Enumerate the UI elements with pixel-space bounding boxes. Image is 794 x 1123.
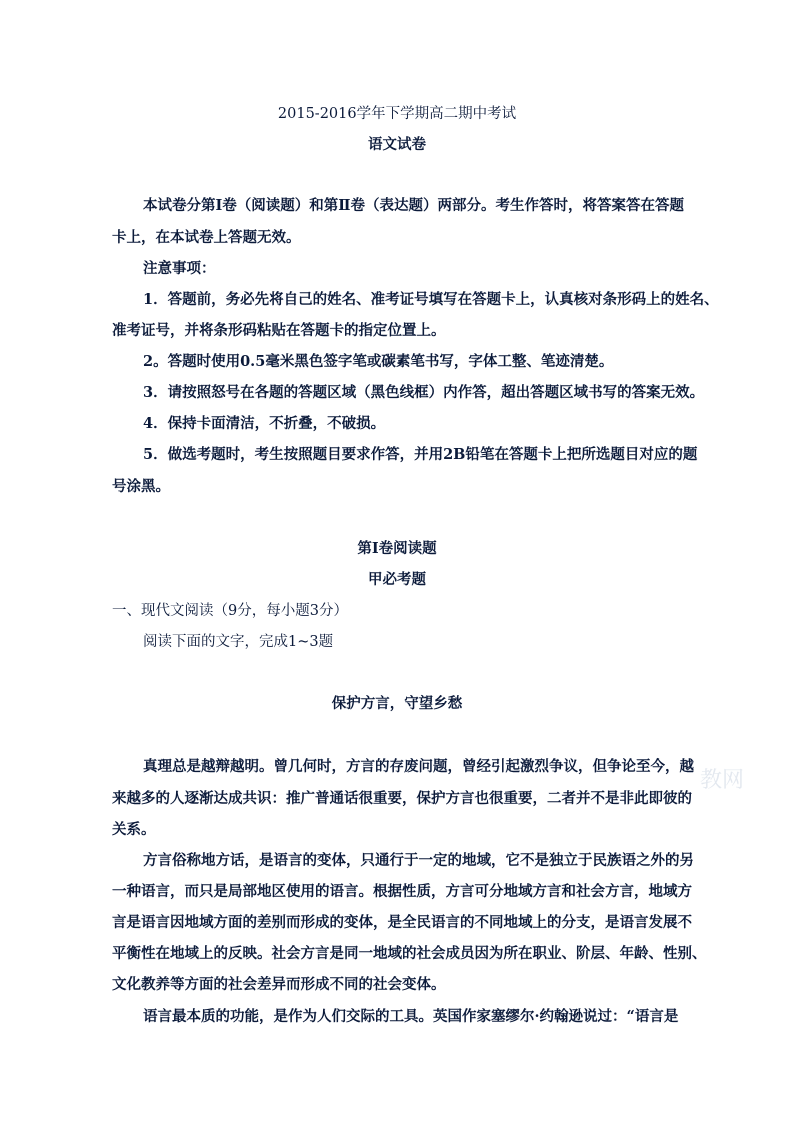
note-5-line-1: 5．做选考题时，考生按照题目要求作答，并用2B铅笔在答题卡上把所选题目对应的题	[143, 446, 698, 463]
intro-line-1: 本试卷分第Ⅰ卷（阅读题）和第Ⅱ卷（表达题）两部分。考生作答时，将答案答在答题	[143, 197, 684, 214]
note-4: 4．保持卡面清洁，不折叠，不破损。	[143, 415, 386, 432]
question-heading: 一、现代文阅读（9分，每小题3分）	[112, 603, 348, 619]
note-1-line-1: 1．答题前，务必先将自己的姓名、准考证号填写在答题卡上，认真核对条形码上的姓名、	[143, 291, 719, 308]
sub-title: 甲必考题	[368, 571, 426, 588]
paragraph-2-line-5: 文化教养等方面的社会差异而形成不同的社会变体。	[112, 976, 446, 993]
instruction: 阅读下面的文字，完成1~3题	[143, 634, 334, 650]
exam-title: 2015-2016学年下学期高二期中考试	[277, 106, 517, 122]
paragraph-2-line-4: 平衡性在地域上的反映。社会方言是同一地域的社会成员因为所在职业、阶层、年龄、性别、	[112, 945, 707, 962]
article-title: 保护方言，守望乡愁	[331, 695, 463, 712]
paragraph-2-line-1: 方言俗称地方话，是语言的变体，只通行于一定的地域，它不是独立于民族语之外的另	[143, 852, 694, 869]
paragraph-2-line-3: 言是语言因地域方面的差别而形成的变体，是全民语言的不同地域上的分支，是语言发展不	[112, 914, 692, 931]
paragraph-1-line-1: 真理总是越辩越明。曾几何时，方言的存废问题，曾经引起激烈争议，但争论至今，越	[143, 758, 694, 775]
notes-heading: 注意事项：	[143, 260, 216, 277]
paragraph-2-line-2: 一种语言，而只是局部地区使用的语言。根据性质，方言可分地域方言和社会方言，地域方	[112, 883, 692, 900]
paragraph-1-line-2: 来越多的人逐渐达成共识：推广普通话很重要，保护方言也很重要，二者并不是非此即彼的	[112, 790, 692, 807]
intro-line-2: 卡上，在本试卷上答题无效。	[112, 229, 301, 246]
note-3: 3．请按照怒号在各题的答题区域（黑色线框）内作答，超出答题区域书写的答案无效。	[143, 384, 705, 401]
watermark: 教网	[700, 768, 745, 793]
paragraph-1-line-3: 关系。	[112, 821, 156, 838]
note-1-line-2: 准考证号，并将条形码粘贴在答题卡的指定位置上。	[112, 322, 446, 339]
note-2: 2。答题时使用0.5毫米黑色签字笔或碳素笔书写，字体工整、笔迹清楚。	[143, 353, 614, 370]
paragraph-3-line-1: 语言最本质的功能，是作为人们交际的工具。英国作家塞缪尔·约翰逊说过：“语言是	[143, 1008, 679, 1025]
part-title: 第Ⅰ卷阅读题	[357, 540, 437, 557]
note-5-line-2: 号涂黑。	[112, 478, 170, 495]
paper-name: 语文试卷	[368, 136, 426, 153]
